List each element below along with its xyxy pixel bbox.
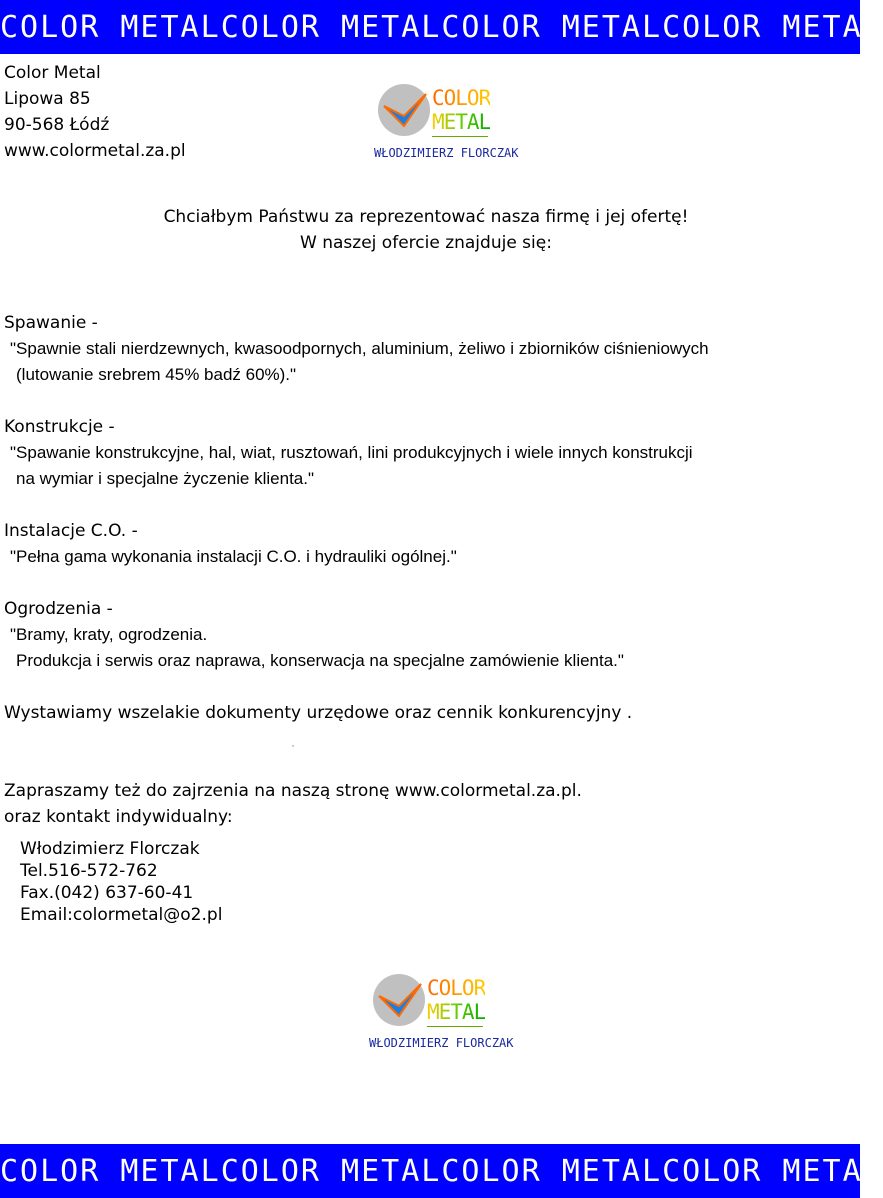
offer-title: Spawanie - (4, 313, 98, 333)
contact-email[interactable]: Email:colormetal@o2.pl (20, 905, 223, 925)
banner-text: COLOR METAL (0, 1153, 221, 1189)
intro-line-2: W naszej ofercie znajduje się: (300, 233, 552, 253)
offer-title: Instalacje C.O. - (4, 521, 138, 541)
logo-word-color: COLOR (432, 86, 491, 110)
logo-word-color: COLOR (427, 976, 486, 1000)
company-address (4, 60, 186, 164)
offer-installations (4, 518, 457, 570)
contact-details (20, 838, 222, 926)
offer-description: Produkcja i serwis oraz naprawa, konserwacja na specjalne zamówienie klienta." (16, 651, 624, 670)
offer-description: "Bramy, kraty, ogrodzenia. (10, 625, 208, 644)
offer-welding (4, 310, 709, 388)
stray-dot (292, 745, 294, 747)
website-link[interactable]: www.colormetal.za.pl (4, 141, 186, 161)
offer-constructions (4, 414, 693, 492)
invite-line-1: Zapraszamy też do zajrzenia na naszą stronę www.colormetal.za.pl. (4, 781, 582, 801)
contact-name: Włodzimierz Florczak (20, 839, 200, 859)
offer-description: "Spawnie stali nierdzewnych, kwasoodpornych, aluminium, żeliwo i zbiorników ciśnieniowych (10, 339, 709, 358)
banner-text: COLOR METAL (662, 9, 883, 45)
check-circle-icon (382, 92, 428, 132)
offer-fences (4, 596, 624, 674)
logo-word-metal: METAL (432, 110, 491, 134)
documents-note: Wystawiamy wszelakie dokumenty urzędowe oraz cennik konkurencyjny . (4, 703, 633, 723)
company-name: Color Metal (4, 63, 101, 83)
logo-underline (427, 1026, 483, 1027)
logo-word-metal: METAL (427, 1000, 486, 1024)
street-address: Lipowa 85 (4, 89, 91, 109)
banner-text: COLOR METAL (441, 9, 663, 45)
banner-text: COLOR METAL (0, 9, 221, 45)
invite-text (4, 778, 582, 830)
intro-line-1: Chciałbym Państwu za reprezentować nasza firmę i jej ofertę! (163, 207, 689, 227)
contact-fax: Fax.(042) 637-60-41 (20, 883, 194, 903)
offer-description: na wymiar i specjalne życzenie klienta." (16, 469, 314, 488)
banner-text: COLOR METAL (220, 9, 442, 45)
banner-text: COLOR METAL (220, 1153, 442, 1189)
bottom-banner (0, 1144, 883, 1198)
top-banner (0, 0, 883, 54)
offer-description: "Pełna gama wykonania instalacji C.O. i hydrauliki ogólnej." (10, 547, 457, 566)
offer-description: "Spawanie konstrukcyjne, hal, wiat, rusztowań, lini produkcyjnych i wiele innych konstrukcji (10, 443, 693, 462)
banner-text: COLOR METAL (441, 1153, 663, 1189)
contact-phone: Tel.516-572-762 (20, 861, 158, 881)
check-circle-icon (377, 982, 423, 1022)
city-address: 90-568 Łódź (4, 115, 110, 135)
invite-line-2: oraz kontakt indywidualny: (4, 807, 233, 827)
offer-title: Konstrukcje - (4, 417, 115, 437)
company-logo-bottom (369, 972, 519, 1058)
intro-text (0, 204, 852, 256)
logo-owner-name: WŁODZIMIERZ FLORCZAK (374, 146, 519, 160)
company-logo (374, 82, 524, 168)
logo-owner-name: WŁODZIMIERZ FLORCZAK (369, 1036, 514, 1050)
banner-text: COLOR METAL (662, 1153, 883, 1189)
offer-title: Ogrodzenia - (4, 599, 113, 619)
logo-underline (432, 136, 488, 137)
offer-description: (lutowanie srebrem 45% badź 60%)." (16, 365, 297, 384)
